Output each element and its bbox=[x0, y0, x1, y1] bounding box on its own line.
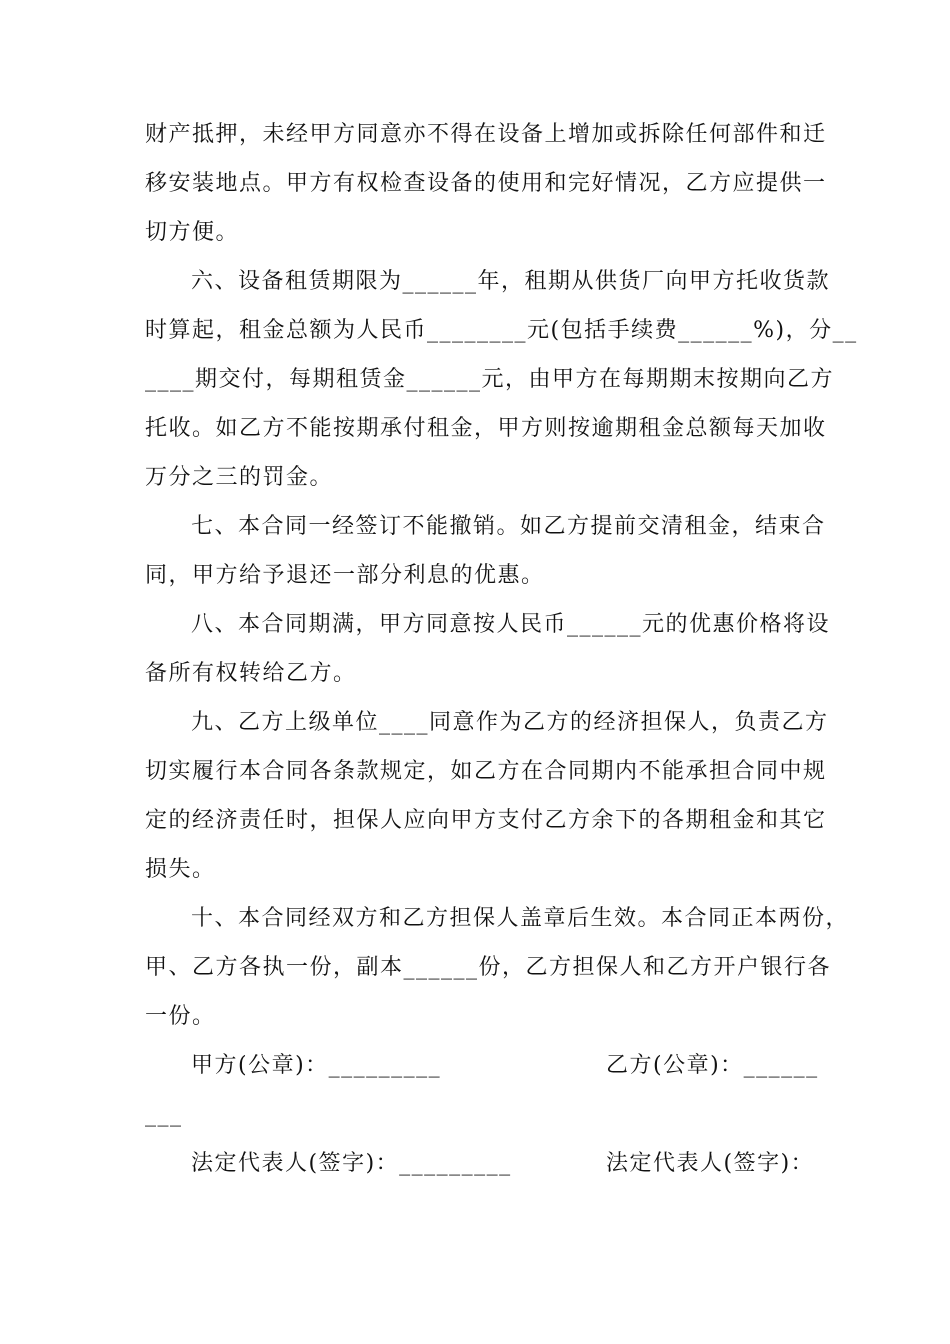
clause-9-line: 九、乙方上级单位____同意作为乙方的经济担保人，负责乙方 bbox=[191, 710, 829, 735]
clause-7-line: 七、本合同一经签订不能撤销。如乙方提前交清租金，结束合 bbox=[191, 514, 826, 539]
text-line: 定的经济责任时，担保人应向甲方支付乙方余下的各期租金和其它 bbox=[145, 808, 827, 833]
text-line: 甲、乙方各执一份，副本______份，乙方担保人和乙方开户银行各 bbox=[145, 955, 832, 980]
party-b-seal: 乙方(公章)：______ bbox=[606, 1053, 819, 1078]
text-line: 移安装地点。甲方有权检查设备的使用和完好情况，乙方应提供一 bbox=[145, 171, 827, 196]
party-b-legal-rep: 法定代表人(签字)： bbox=[606, 1151, 815, 1176]
text-line: 同，甲方给予退还一部分利息的优惠。 bbox=[145, 563, 545, 588]
clause-10-line: 十、本合同经双方和乙方担保人盖章后生效。本合同正本两份， bbox=[191, 906, 850, 931]
text-line: 损失。 bbox=[145, 857, 216, 882]
party-a-seal: 甲方(公章)：_________ bbox=[191, 1053, 442, 1078]
clause-6-line: 六、设备租赁期限为______年，租期从供货厂向甲方托收货款 bbox=[191, 269, 831, 294]
text-line: 备所有权转给乙方。 bbox=[145, 661, 357, 686]
text-line: ____期交付，每期租赁金______元，由甲方在每期期末按期向乙方 bbox=[145, 367, 835, 392]
text-line: 财产抵押，未经甲方同意亦不得在设备上增加或拆除任何部件和迁 bbox=[145, 122, 827, 147]
party-b-seal-continuation: ___ bbox=[145, 1102, 183, 1127]
text-line: 一份。 bbox=[145, 1004, 216, 1029]
party-a-legal-rep: 法定代表人(签字)：_________ bbox=[191, 1151, 512, 1176]
text-line: 托收。如乙方不能按期承付租金，甲方则按逾期租金总额每天加收 bbox=[145, 416, 827, 441]
text-line: 万分之三的罚金。 bbox=[145, 465, 334, 490]
clause-8-line: 八、本合同期满，甲方同意按人民币______元的优惠价格将设 bbox=[191, 612, 831, 637]
text-line: 切方便。 bbox=[145, 220, 240, 245]
text-line: 时算起，租金总额为人民币________元(包括手续费______%)，分__ bbox=[145, 318, 858, 343]
text-line: 切实履行本合同各条款规定，如乙方在合同期内不能承担合同中规 bbox=[145, 759, 827, 784]
